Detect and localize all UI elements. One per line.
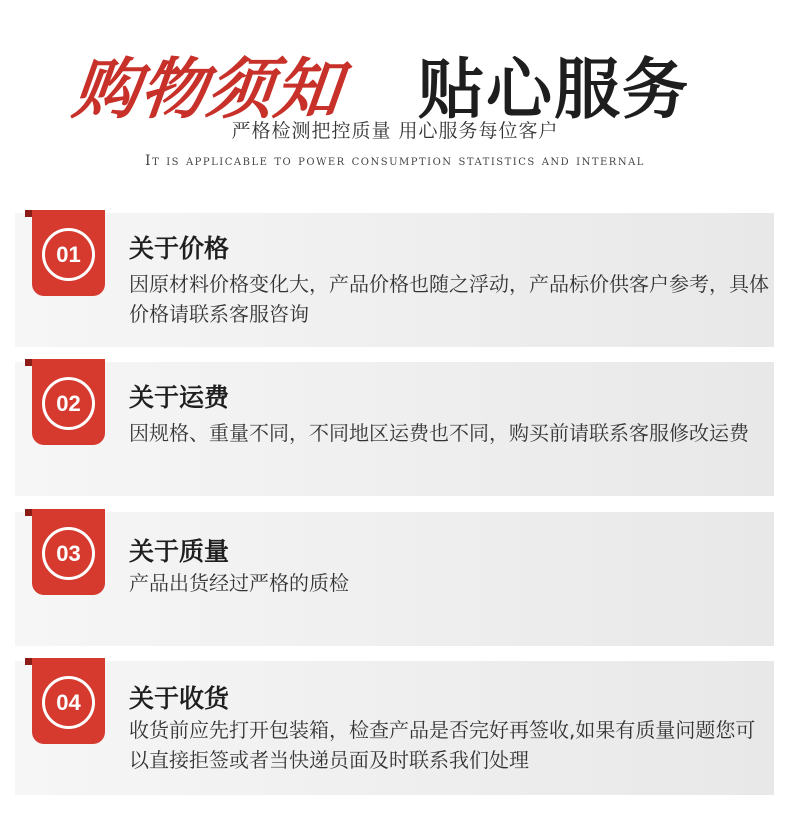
badge-fold-corner xyxy=(25,509,32,516)
card-description: 因规格、重量不同，不同地区运费也不同，购买前请联系客服修改运费 xyxy=(129,421,749,445)
card-description: 产品出货经过严格的质检 xyxy=(129,571,349,595)
badge-number: 03 xyxy=(56,540,81,566)
notice-card-shipping xyxy=(15,362,774,496)
badge-fold-corner xyxy=(25,210,32,217)
card-description: 收货前应先打开包装箱，检查产品是否完好再签收,如果有质量问题您可以直接拒签或者当快递员面及时联系我们处理 xyxy=(129,718,756,772)
page-header xyxy=(0,0,790,190)
card-description: 因原材料价格变化大，产品价格也随之浮动，产品标价供客户参考，具体价格请联系客服咨询 xyxy=(129,272,769,326)
badge-number: 01 xyxy=(56,241,81,267)
badge-fold-corner xyxy=(25,359,32,366)
badge-circle xyxy=(42,377,95,430)
card-title: 关于运费 xyxy=(129,383,230,412)
title-caring-service: 贴心服务 xyxy=(418,51,690,128)
card-title: 关于价格 xyxy=(129,234,230,263)
badge-number: 02 xyxy=(56,390,81,416)
number-badge xyxy=(32,359,105,445)
notice-card-receiving xyxy=(15,661,774,795)
card-title: 关于质量 xyxy=(129,537,230,566)
number-badge xyxy=(32,210,105,296)
badge-circle xyxy=(42,228,95,281)
title-shopping-notice: 购物须知 xyxy=(69,51,346,128)
subtitle-english: It is applicable to power consumption statistics and internal xyxy=(145,153,645,169)
notice-card-quality xyxy=(15,512,774,646)
badge-fold-corner xyxy=(25,658,32,665)
badge-circle xyxy=(42,676,95,729)
badge-number: 04 xyxy=(56,689,81,715)
subtitle-chinese: 严格检测把控质量 用心服务每位客户 xyxy=(231,120,559,142)
badge-circle xyxy=(42,527,95,580)
number-badge xyxy=(32,509,105,595)
notice-card-price xyxy=(15,213,774,347)
number-badge xyxy=(32,658,105,744)
card-title: 关于收货 xyxy=(129,684,230,713)
